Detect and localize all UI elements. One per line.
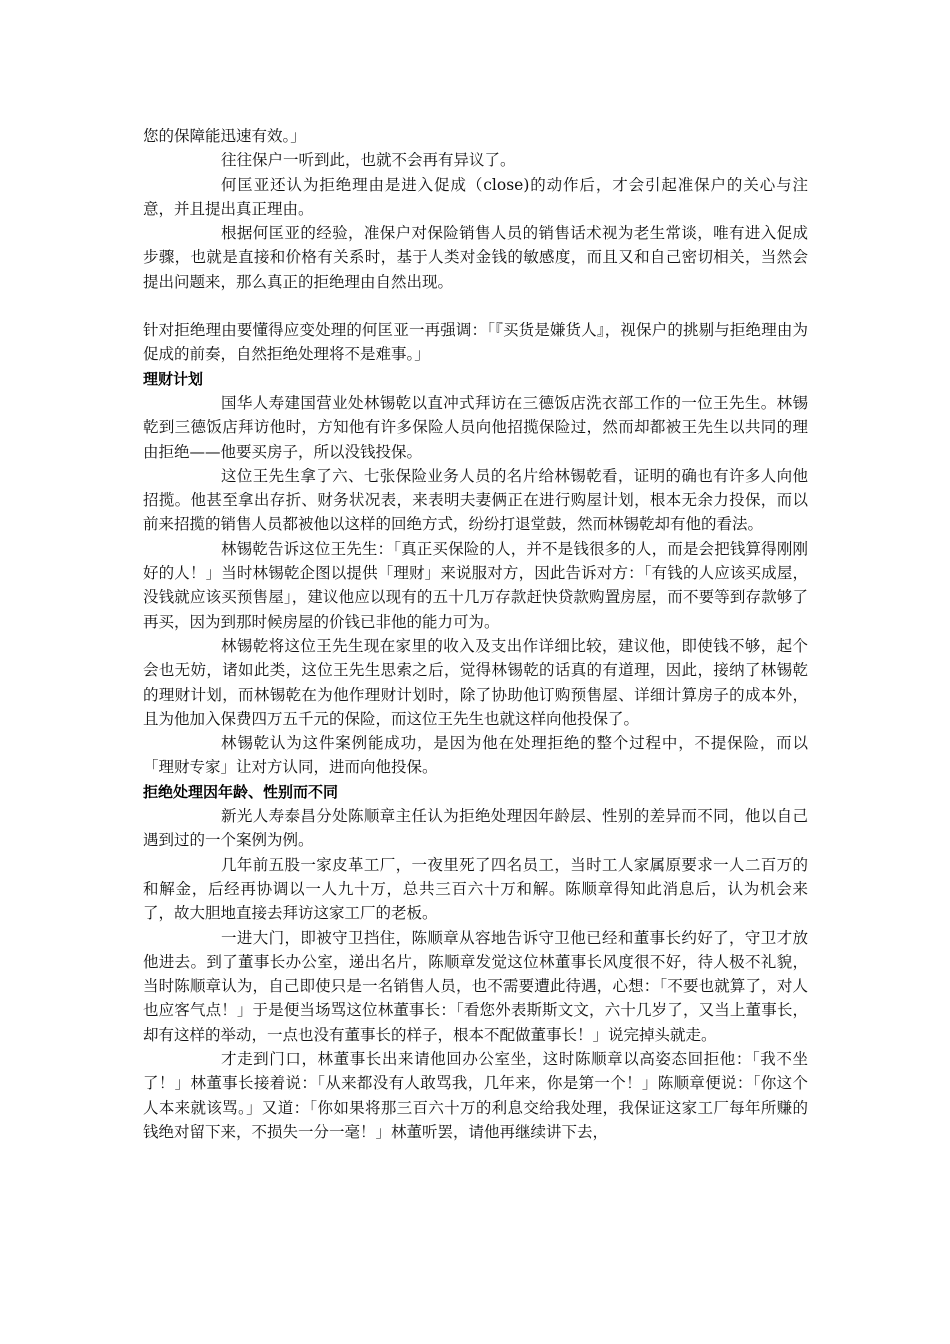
paragraph: 几年前五股一家皮革工厂，一夜里死了四名员工，当时工人家属原要求一人二百万的和解金，后经再协调以一人九十万，总共三百六十万和解。陈顺章得知此消息后，认为机会来了，故大胆地直接去拜访这家工厂的老板。 bbox=[143, 855, 808, 923]
paragraph: 这位王先生拿了六、七张保险业务人员的名片给林锡乾看，证明的确也有许多人向他招揽。他甚至拿出存折、财务状况表，来表明夫妻俩正在进行购屋计划，根本无余力投保，而以前来招揽的销售人员都被他以这样的回绝方式，纷纷打退堂鼓，然而林锡乾却有他的看法。 bbox=[143, 466, 808, 534]
paragraph: 根据何匡亚的经验，准保户对保险销售人员的销售话术视为老生常谈，唯有进入促成步骤，也就是直接和价格有关系时，基于人类对金钱的敏感度，而且又和自己密切相关，当然会提出问题来，那么真正的拒绝理由自然出现。 bbox=[143, 224, 808, 291]
paragraph: 一进大门，即被守卫挡住，陈顺章从容地告诉守卫他已经和董事长约好了，守卫才放他进去。到了董事长办公室，递出名片，陈顺章发觉这位林董事长风度很不好，待人极不礼貌，当时陈顺章认为，自己即使只是一名销售人员，也不需要遭此待遇，心想：「不要也就算了，对人也应客气点！」于是便当场骂这位林董事长：「看您外表斯斯文文，六十几岁了，又当上董事长，却有这样的举动，一点也没有董事长的样子，根本不配做董事长！」说完掉头就走。 bbox=[143, 928, 808, 1044]
paragraph: 新光人寿泰昌分处陈顺章主任认为拒绝处理因年龄层、性别的差异而不同，他以自己遇到过的一个案例为例。 bbox=[143, 807, 808, 850]
paragraph: 针对拒绝理由要懂得应变处理的何匡亚一再强调：「『买货是嫌货人』，视保户的挑剔与拒绝理由为促成的前奏，自然拒绝处理将不是难事。」 bbox=[143, 321, 808, 364]
paragraph: 林锡乾将这位王先生现在家里的收入及支出作详细比较，建议他，即使钱不够，起个会也无妨，诸如此类，这位王先生思索之后，觉得林锡乾的话真的有道理，因此，接纳了林锡乾的理财计划，而林锡乾在为他作理财计划时，除了协助他订购预售屋、详细计算房子的成本外，且为他加入保费四万五千元的保险，而这位王先生也就这样向他投保了。 bbox=[143, 636, 808, 728]
paragraph: 您的保障能迅速有效。」 bbox=[143, 127, 306, 145]
paragraph: 何匡亚还认为拒绝理由是进入促成（close)的动作后，才会引起准保户的关心与注意，并且提出真正理由。 bbox=[143, 175, 808, 218]
section-heading-financial-plan: 理财计划 bbox=[143, 369, 204, 388]
document-body bbox=[143, 124, 808, 1144]
section-heading-age-gender: 拒绝处理因年龄、性别而不同 bbox=[143, 782, 339, 801]
paragraph: 林锡乾认为这件案例能成功，是因为他在处理拒绝的整个过程中，不提保险，而以「理财专家」让对方认同，进而向他投保。 bbox=[143, 734, 808, 777]
paragraph: 才走到门口，林董事长出来请他回办公室坐，这时陈顺章以高姿态回拒他：「我不坐了！」林董事长接着说：「从来都没有人敢骂我，几年来，你是第一个！」陈顺章便说：「你这个人本来就该骂。」又道：「你如果将那三百六十万的利息交给我处理，我保证这家工厂每年所赚的钱绝对留下来，不损失一分一毫！」林董听罢，请他再继续讲下去， bbox=[143, 1049, 808, 1141]
paragraph: 往往保户一听到此，也就不会再有异议了。 bbox=[221, 151, 516, 170]
paragraph: 林锡乾告诉这位王先生：「真正买保险的人，并不是钱很多的人，而是会把钱算得刚刚好的人！」当时林锡乾企图以提供「理财」来说服对方，因此告诉对方：「有钱的人应该买成屋，没钱就应该买预售屋」，建议他应以现有的五十几万存款赶快贷款购置房屋，而不要等到存款够了再买，因为到那时候房屋的价钱已非他的能力可为。 bbox=[143, 539, 808, 631]
paragraph: 国华人寿建国营业处林锡乾以直冲式拜访在三德饭店洗衣部工作的一位王先生。林锡乾到三德饭店拜访他时，方知他有许多保险人员向他招揽保险过，然而却都被王先生以共同的理由拒绝——他要买房子，所以没钱投保。 bbox=[143, 393, 808, 461]
